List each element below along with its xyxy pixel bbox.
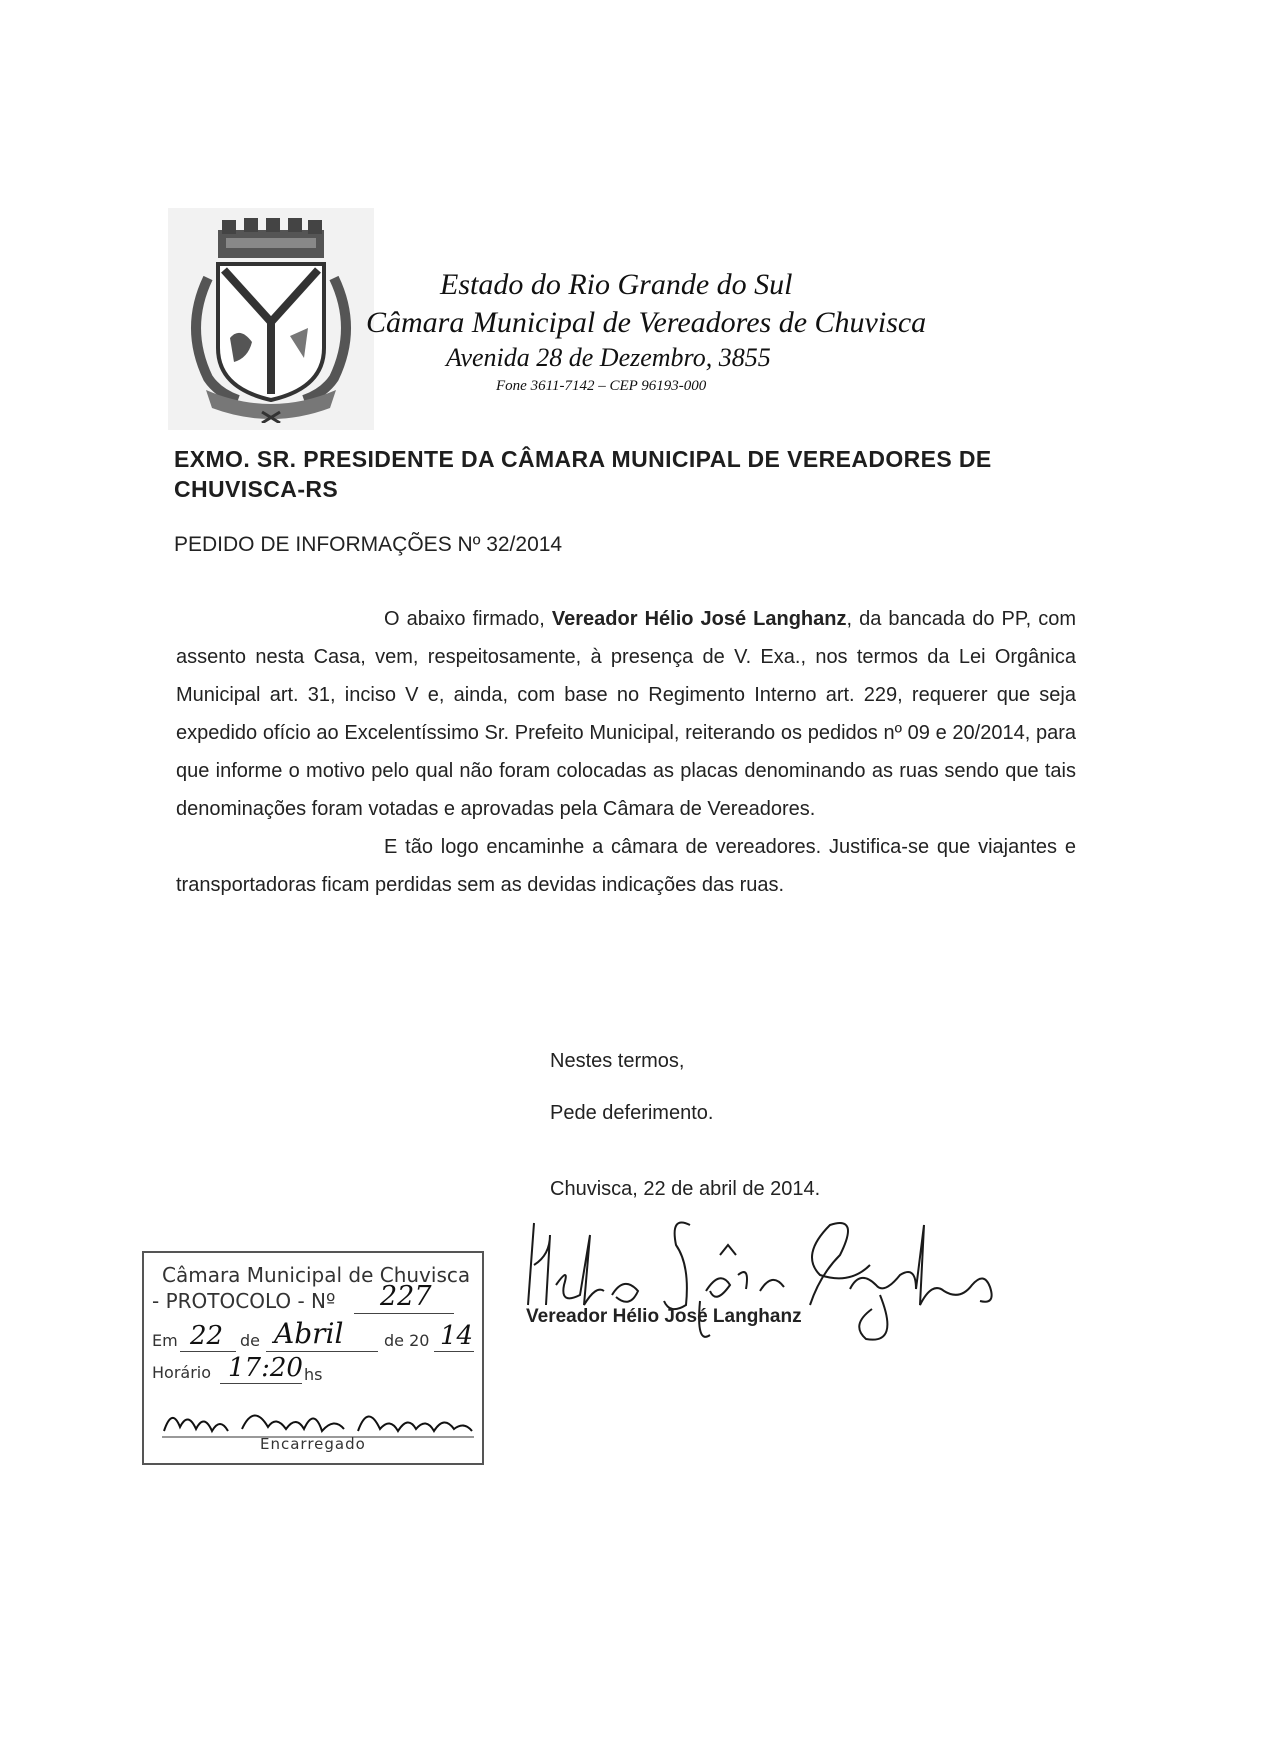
councillor-name: Vereador Hélio José Langhanz	[551, 608, 847, 630]
paragraph-2: E tão logo encaminhe a câmara de vereadores. Justifica-se que viajantes e transportadoras ficam perdidas sem as devidas indicações das ruas.	[176, 836, 1076, 896]
stamp-hs-label: hs	[304, 1365, 323, 1384]
handwritten-signature	[520, 1205, 1000, 1350]
signatory-name: Vereador Hélio José Langhanz	[526, 1306, 802, 1327]
stamp-year-line	[434, 1351, 474, 1352]
stamp-day-line	[180, 1351, 236, 1352]
paragraph-1-rest: , da bancada do PP, com assento nesta Casa, vem, respeitosamente, à presença de V. Exa., nos termos da Lei Orgânica Municipal art. 31, inciso V e, ainda, com base no Regimento Interno art. 229, requerer que seja expedido ofício ao Excelentíssimo Sr. Prefeito Municipal, reiterando os pedidos nº 09 e 20/2014, para que informe o motivo pelo qual não foram colocadas as placas denominando as ruas sendo que tais denominações foram votadas e aprovadas pela Câmara de Vereadores.	[176, 608, 1076, 820]
stamp-time-label: Horário	[152, 1363, 212, 1382]
stamp-role: Encarregado	[260, 1435, 366, 1453]
coat-of-arms	[168, 208, 374, 430]
stamp-time: 17:20	[228, 1353, 303, 1383]
paragraph-1	[176, 600, 1076, 828]
stamp-protocol-label: - PROTOCOLO - Nº	[152, 1289, 336, 1313]
paragraph-1-start: O abaixo firmado,	[384, 608, 552, 630]
stamp-month: Abril	[274, 1317, 344, 1350]
stamp-title: Câmara Municipal de Chuvisca	[162, 1263, 471, 1287]
closing-line-1: Nestes termos,	[550, 1050, 685, 1072]
letterhead-address: Avenida 28 de Dezembro, 3855	[446, 343, 771, 372]
letterhead-chamber: Câmara Municipal de Vereadores de Chuvisca	[366, 306, 927, 339]
letterhead-state: Estado do Rio Grande do Sul	[440, 268, 793, 301]
stamp-protocol-number: 227	[380, 1281, 432, 1312]
stamp-de-label: de	[240, 1331, 260, 1350]
closing-line-2: Pede deferimento.	[550, 1102, 714, 1124]
stamp-em-label: Em	[152, 1331, 178, 1350]
stamp-month-line	[266, 1351, 378, 1352]
addressee-heading: EXMO. SR. PRESIDENTE DA CÂMARA MUNICIPAL DE VEREADORES DE CHUVISCA-RS	[174, 446, 992, 502]
protocol-stamp	[142, 1251, 484, 1465]
stamp-time-line	[220, 1383, 302, 1384]
coat-of-arms-icon	[178, 218, 364, 423]
stamp-protocol-line	[354, 1313, 454, 1314]
stamp-day: 22	[190, 1321, 224, 1351]
body-text	[176, 600, 1076, 904]
stamp-year-prefix: de 20	[384, 1331, 430, 1350]
place-date: Chuvisca, 22 de abril de 2014.	[550, 1178, 821, 1200]
stamp-year: 14	[440, 1321, 474, 1351]
request-number: PEDIDO DE INFORMAÇÕES Nº 32/2014	[174, 533, 563, 556]
letterhead-phone: Fone 3611-7142 – CEP 96193-000	[496, 378, 707, 394]
